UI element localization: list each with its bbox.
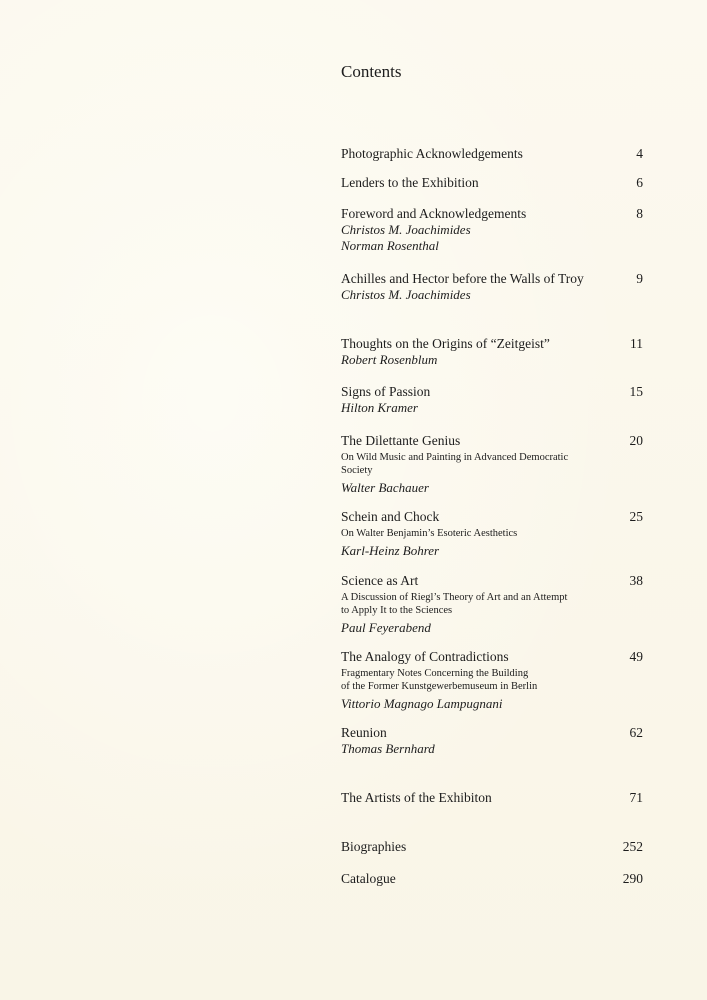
entry-page-number: 252 <box>622 839 643 854</box>
entry-author: Vittorio Magnago Lampugnani <box>341 696 503 711</box>
toc-entry <box>341 871 643 887</box>
entry-title: The Analogy of Contradictions <box>341 649 509 664</box>
entry-title: Lenders to the Exhibition <box>341 175 479 190</box>
entry-title: Achilles and Hector before the Walls of Troy <box>341 271 584 286</box>
entry-author: Thomas Bernhard <box>341 741 435 756</box>
entry-page-number: 15 <box>629 384 643 399</box>
entry-title: Catalogue <box>341 871 396 886</box>
toc-entry <box>341 725 643 757</box>
toc-entry <box>341 839 643 855</box>
toc-entry <box>341 573 643 636</box>
toc-entry <box>341 433 643 496</box>
entry-subtitle: to Apply It to the Sciences <box>341 605 453 616</box>
entry-page-number: 6 <box>636 175 643 190</box>
entry-page-number: 9 <box>636 271 643 286</box>
toc-entry <box>341 206 643 254</box>
entry-page-number: 11 <box>630 336 643 351</box>
entry-title: Reunion <box>341 725 387 740</box>
toc-entry <box>341 509 643 559</box>
entry-page-number: 38 <box>629 573 643 588</box>
entry-title: The Artists of the Exhibiton <box>341 790 492 805</box>
page-title: Contents <box>341 62 402 81</box>
entry-page-number: 49 <box>629 649 643 664</box>
entry-title: Signs of Passion <box>341 384 431 399</box>
entry-subtitle: On Walter Benjamin’s Esoteric Aesthetics <box>341 528 518 539</box>
entry-title: Photographic Acknowledgements <box>341 146 523 161</box>
entry-author: Robert Rosenblum <box>341 352 438 367</box>
entry-subtitle: Fragmentary Notes Concerning the Building <box>341 668 529 679</box>
entry-author: Christos M. Joachimides <box>341 222 471 237</box>
entry-author: Karl-Heinz Bohrer <box>341 543 440 558</box>
entry-page-number: 25 <box>629 509 643 524</box>
toc-entry <box>341 649 643 712</box>
entry-page-number: 8 <box>636 206 643 221</box>
entry-subtitle: A Discussion of Riegl’s Theory of Art and an Attempt <box>341 592 568 603</box>
toc-entry <box>341 175 643 191</box>
entry-author: Hilton Kramer <box>341 400 418 415</box>
entry-page-number: 20 <box>629 433 643 448</box>
toc-entry <box>341 384 643 416</box>
entry-subtitle: Society <box>341 465 373 476</box>
entry-page-number: 62 <box>629 725 643 740</box>
entry-author: Christos M. Joachimides <box>341 287 471 302</box>
entry-title: Schein and Chock <box>341 509 440 524</box>
toc-entry <box>341 790 643 806</box>
entry-title: Thoughts on the Origins of “Zeitgeist” <box>341 336 550 351</box>
toc-entry <box>341 146 643 162</box>
entry-title: Biographies <box>341 839 407 854</box>
entry-page-number: 290 <box>622 871 643 886</box>
entry-subtitle: On Wild Music and Painting in Advanced Democratic <box>341 452 569 463</box>
entry-author: Paul Feyerabend <box>341 620 431 635</box>
entry-author: Norman Rosenthal <box>341 238 439 253</box>
entry-title: The Dilettante Genius <box>341 433 461 448</box>
entry-title: Science as Art <box>341 573 419 588</box>
toc-entry <box>341 271 643 303</box>
entry-title: Foreword and Acknowledgements <box>341 206 527 221</box>
entry-author: Walter Bachauer <box>341 480 429 495</box>
entry-page-number: 4 <box>636 146 643 161</box>
toc-entry <box>341 336 643 368</box>
entry-page-number: 71 <box>629 790 643 805</box>
entry-subtitle: of the Former Kunstgewerbemuseum in Berlin <box>341 681 538 692</box>
